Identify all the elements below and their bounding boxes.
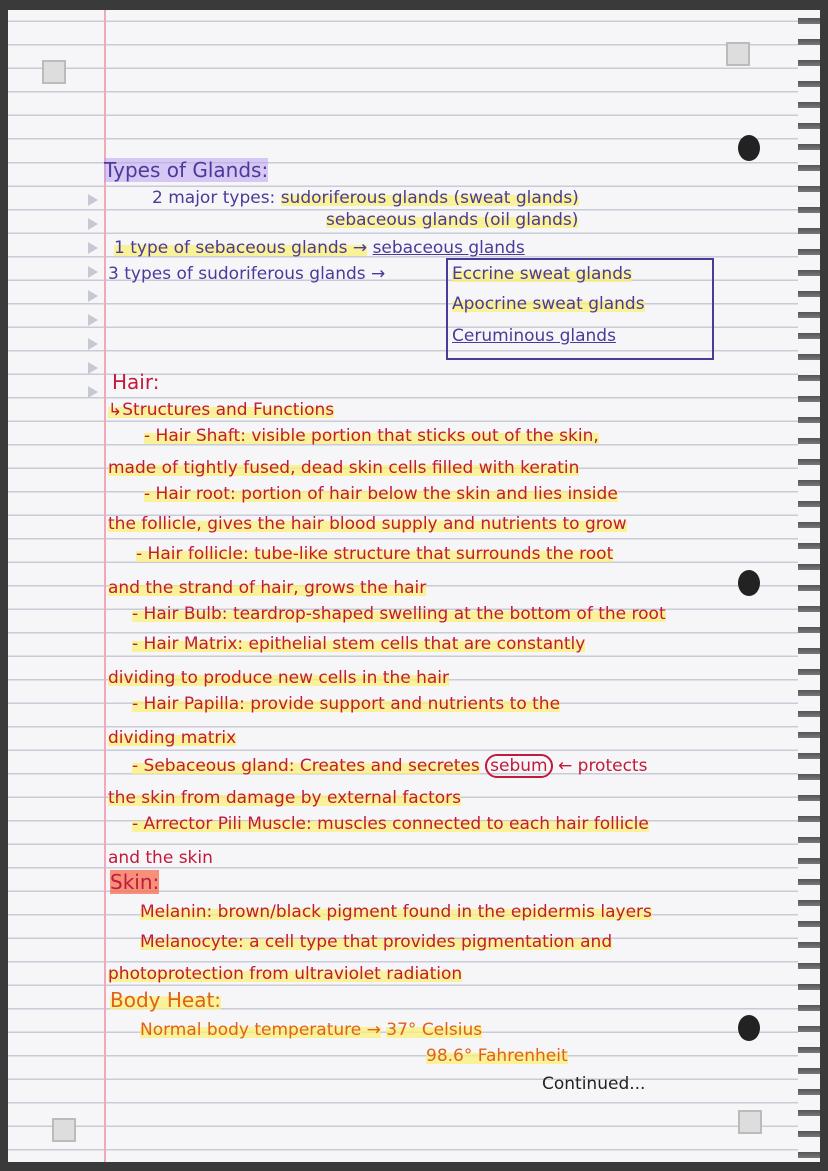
skin-line: Melanocyte: a cell type that provides pigmentation and — [140, 932, 613, 952]
hair-line: - Hair Papilla: provide support and nutrients to the — [132, 694, 561, 714]
triangle-marker-icon — [88, 314, 98, 326]
punch-hole — [738, 1015, 760, 1041]
glands-title: Types of Glands: — [104, 158, 269, 182]
fahrenheit-value: 98.6° Fahrenheit — [426, 1046, 568, 1066]
hair-line: - Hair Matrix: epithelial stem cells that are constantly — [132, 634, 586, 654]
hair-line: made of tightly fused, dead skin cells filled with keratin — [108, 458, 580, 478]
triangle-marker-icon — [88, 194, 98, 206]
hair-title: Hair: — [112, 370, 160, 394]
qr-marker-icon — [42, 60, 66, 84]
hair-line: the follicle, gives the hair blood supply and nutrients to grow — [108, 514, 627, 534]
sudoriferous-type: Ceruminous glands — [452, 326, 616, 346]
body-heat-title: Body Heat: — [110, 988, 222, 1012]
major-type-1: sudoriferous glands (sweat glands) — [280, 188, 579, 208]
sudoriferous-type: Apocrine sweat glands — [452, 294, 645, 314]
skin-title: Skin: — [110, 870, 160, 894]
sudoriferous-line: 3 types of sudoriferous glands → — [108, 264, 386, 284]
punch-hole — [738, 570, 760, 596]
hair-line: - Hair Shaft: visible portion that sticks out of the skin, — [144, 426, 599, 446]
triangle-marker-icon — [88, 362, 98, 374]
hair-line: the skin from damage by external factors — [108, 788, 461, 808]
triangle-marker-icon — [88, 386, 98, 398]
qr-marker-icon — [726, 42, 750, 66]
skin-line: photoprotection from ultraviolet radiation — [108, 964, 463, 984]
major-type-2: sebaceous glands (oil glands) — [326, 210, 579, 230]
hair-line: - Hair Bulb: teardrop-shaped swelling at the bottom of the root — [132, 604, 666, 624]
triangle-marker-icon — [88, 290, 98, 302]
hair-line: - Arrector Pili Muscle: muscles connected to each hair follicle — [132, 814, 649, 834]
continued-note: Continued... — [542, 1074, 646, 1094]
hair-line: dividing to produce new cells in the hair — [108, 668, 449, 688]
hair-subtitle: ↳Structures and Functions — [108, 400, 335, 420]
punch-hole — [738, 135, 760, 161]
sebaceous-line: 1 type of sebaceous glands → — [114, 238, 368, 258]
hair-line: - Hair root: portion of hair below the skin and lies inside — [144, 484, 618, 504]
sudoriferous-type: Eccrine sweat glands — [452, 264, 632, 284]
triangle-marker-icon — [88, 218, 98, 230]
margin-line — [104, 10, 106, 1162]
body-temp-label: Normal body temperature → — [140, 1020, 381, 1040]
qr-marker-icon — [52, 1118, 76, 1142]
hair-line: - Sebaceous gland: Creates and secretes — [132, 756, 480, 776]
sebum-note: ← protects — [558, 756, 648, 776]
sebaceous-value: sebaceous glands — [372, 238, 525, 258]
celsius-value: 37° Celsius — [386, 1020, 483, 1040]
notebook-page — [8, 10, 820, 1162]
skin-line: Melanin: brown/black pigment found in the epidermis layers — [140, 902, 652, 922]
qr-marker-icon — [738, 1110, 762, 1134]
triangle-marker-icon — [88, 266, 98, 278]
triangle-marker-icon — [88, 242, 98, 254]
hair-line: dividing matrix — [108, 728, 237, 748]
hair-line: and the skin — [108, 848, 213, 868]
sebum-circled: sebum — [485, 754, 552, 778]
triangle-marker-icon — [88, 338, 98, 350]
major-types-label: 2 major types: — [152, 188, 276, 208]
hair-line: and the strand of hair, grows the hair — [108, 578, 427, 598]
hair-line: - Hair follicle: tube-like structure that surrounds the root — [136, 544, 614, 564]
spiral-binding — [798, 10, 820, 1162]
